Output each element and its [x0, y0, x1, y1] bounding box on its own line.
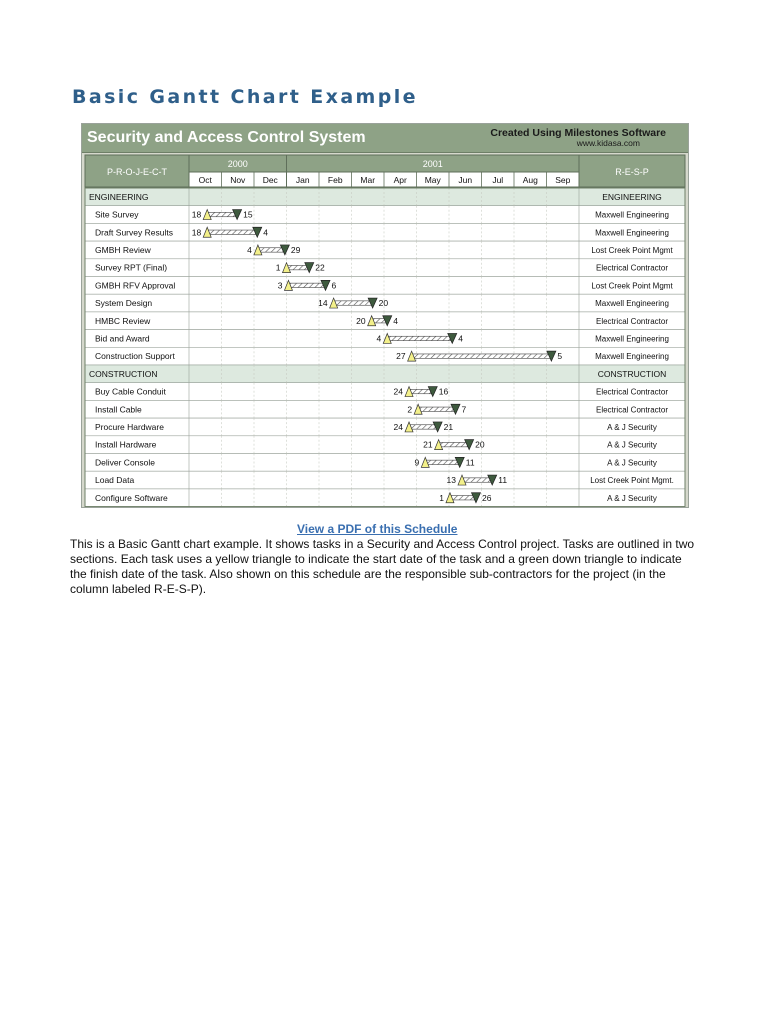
page-title: Basic Gantt Chart Example — [72, 86, 418, 108]
task-name: GMBH Review — [95, 244, 151, 255]
task-name: Survey RPT (Final) — [95, 262, 168, 273]
task-bar — [288, 283, 325, 287]
task-bar — [287, 265, 310, 269]
start-date-label: 27 — [396, 351, 406, 362]
gantt-chart — [81, 123, 689, 508]
task-resp: Lost Creek Point Mgmt — [591, 245, 673, 255]
start-date-label: 14 — [318, 298, 328, 309]
finish-date-label: 4 — [393, 315, 398, 326]
task-row — [85, 418, 685, 436]
finish-date-label: 20 — [378, 298, 389, 309]
task-bar — [462, 478, 492, 482]
task-resp: Maxwell Engineering — [595, 352, 669, 362]
section-resp-label: CONSTRUCTION — [597, 368, 667, 379]
description-text: This is a Basic Gantt chart example. It shows tasks in a Security and Access Control project. Tasks are outlined in two sections. Each task uses a yellow triangle to indicate the start date of the task and a green down triangle to indicate the finish date of the task. Also shown on this schedule are the responsible sub-contractors for the project (in the column labeled R-E-S-P). — [70, 537, 695, 596]
created-using-label: Created Using Milestones Software — [490, 127, 666, 139]
start-date-label: 20 — [356, 315, 366, 326]
task-resp: Maxwell Engineering — [595, 210, 669, 220]
section-row — [85, 365, 685, 383]
month-label: Jul — [492, 175, 504, 185]
month-label: Dec — [262, 175, 278, 185]
start-date-label: 3 — [277, 280, 283, 291]
task-resp: Maxwell Engineering — [595, 228, 669, 238]
month-label: Feb — [327, 175, 343, 185]
task-name: Load Data — [95, 475, 135, 486]
section-row — [85, 188, 685, 206]
finish-date-label: 5 — [557, 351, 563, 362]
task-resp: A & J Security — [607, 422, 657, 432]
month-label: Jan — [295, 175, 310, 185]
task-resp: Electrical Contractor — [595, 263, 669, 273]
finish-date-label: 20 — [475, 439, 485, 450]
task-name: Install Hardware — [95, 439, 157, 450]
finish-date-label: 7 — [461, 404, 467, 415]
start-date-label: 4 — [247, 244, 252, 255]
task-row — [85, 489, 685, 507]
task-resp: Electrical Contractor — [595, 405, 669, 415]
task-resp: Maxwell Engineering — [595, 299, 669, 309]
start-date-label: 21 — [423, 439, 433, 450]
finish-date-label: 29 — [290, 244, 301, 255]
task-bar — [418, 407, 455, 411]
view-pdf-link[interactable]: View a PDF of this Schedule — [297, 522, 458, 536]
start-date-label: 24 — [393, 421, 404, 432]
task-bar — [387, 336, 452, 340]
task-bar — [258, 248, 285, 252]
month-label: Mar — [360, 175, 376, 185]
start-date-label: 24 — [393, 386, 404, 397]
task-name: Deliver Console — [95, 457, 155, 468]
finish-date-label: 15 — [243, 209, 253, 220]
task-bar — [409, 425, 438, 429]
section-label: ENGINEERING — [89, 191, 149, 202]
task-name: Configure Software — [95, 492, 168, 503]
finish-date-label: 11 — [498, 475, 508, 486]
finish-date-label: 22 — [315, 262, 325, 273]
start-date-label: 9 — [414, 457, 420, 468]
task-resp: A & J Security — [607, 440, 657, 450]
task-resp: Maxwell Engineering — [595, 334, 669, 344]
task-bar — [450, 496, 476, 500]
task-name: Procure Hardware — [95, 421, 164, 432]
task-bar — [439, 442, 470, 446]
finish-date-label: 16 — [438, 386, 449, 397]
finish-date-label: 6 — [331, 280, 337, 291]
task-name: HMBC Review — [95, 315, 151, 326]
finish-date-label: 4 — [263, 227, 268, 238]
gantt-grid — [82, 124, 688, 507]
task-bar — [412, 354, 552, 358]
resp-header: R-E-S-P — [615, 167, 649, 177]
gantt-title: Security and Access Control System — [87, 129, 366, 146]
task-resp: Electrical Contractor — [595, 316, 669, 326]
task-name: Site Survey — [95, 209, 139, 220]
task-bar — [207, 230, 257, 234]
task-resp: Lost Creek Point Mgmt. — [590, 476, 674, 486]
finish-date-label: 26 — [481, 492, 492, 503]
task-resp: Lost Creek Point Mgmt — [591, 281, 673, 291]
task-resp: Electrical Contractor — [595, 387, 669, 397]
section-label: CONSTRUCTION — [89, 368, 158, 379]
month-label: Jun — [458, 175, 473, 185]
start-date-label: 2 — [407, 404, 413, 415]
month-label: Oct — [198, 175, 212, 185]
task-name: Bid and Award — [95, 333, 150, 344]
task-bar — [409, 389, 433, 393]
start-date-label: 18 — [191, 209, 202, 220]
year-label: 2000 — [227, 159, 248, 169]
start-date-label: 1 — [439, 492, 444, 503]
task-name: Buy Cable Conduit — [95, 386, 166, 397]
start-date-label: 1 — [275, 262, 281, 273]
start-date-label: 18 — [191, 227, 202, 238]
month-label: May — [424, 175, 441, 185]
task-name: Construction Support — [95, 351, 175, 362]
task-name: System Design — [95, 298, 153, 309]
task-resp: A & J Security — [607, 458, 657, 468]
month-label: Apr — [393, 175, 407, 185]
year-label: 2001 — [422, 159, 443, 169]
finish-date-label: 4 — [458, 333, 463, 344]
task-name: Draft Survey Results — [95, 227, 173, 238]
task-row — [85, 454, 685, 472]
month-label: Aug — [522, 175, 538, 185]
start-date-label: 4 — [376, 333, 382, 344]
start-date-label: 13 — [446, 475, 456, 486]
month-label: Nov — [230, 175, 246, 185]
finish-date-label: 21 — [443, 421, 454, 432]
task-row — [85, 436, 685, 454]
finish-date-label: 11 — [465, 457, 475, 468]
task-name: GMBH RFV Approval — [95, 280, 176, 291]
month-label: Sep — [555, 175, 571, 185]
section-resp-label: ENGINEERING — [602, 191, 662, 202]
task-name: Install Cable — [95, 404, 142, 415]
task-bar — [334, 301, 373, 305]
project-header: P-R-O-J-E-C-T — [107, 167, 167, 177]
task-bar — [207, 212, 237, 216]
vendor-url: www.kidasa.com — [576, 138, 640, 148]
task-bar — [425, 460, 459, 464]
task-resp: A & J Security — [607, 493, 657, 503]
